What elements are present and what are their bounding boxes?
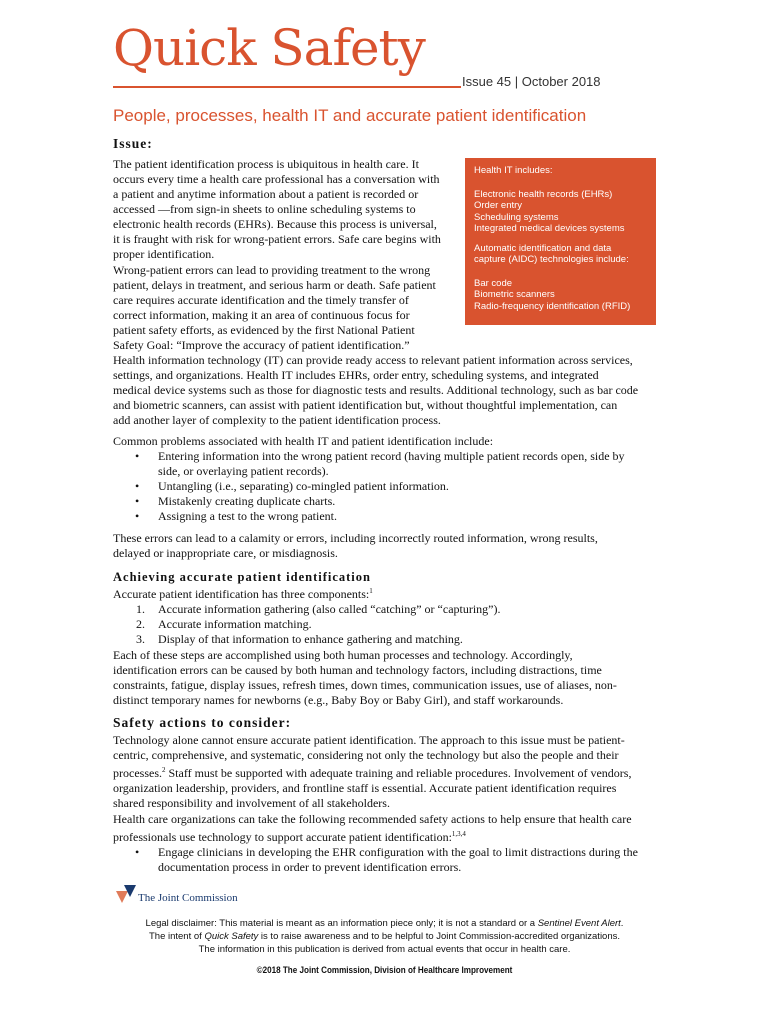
list-item: 3. Display of that information to enhance gathering and matching. bbox=[136, 632, 463, 646]
issue-date: Issue 45 | October 2018 bbox=[462, 74, 601, 89]
list-item: 2. Accurate information matching. bbox=[136, 617, 312, 631]
joint-commission-logo bbox=[116, 883, 138, 910]
list-item: • Mistakenly creating duplicate charts. bbox=[158, 494, 663, 509]
logo-text: The Joint Commission bbox=[138, 892, 238, 904]
sidebar-item: Order entry bbox=[474, 200, 523, 211]
sidebar-heading-health-it: Health IT includes: bbox=[474, 165, 553, 176]
sidebar-item: Scheduling systems bbox=[474, 211, 559, 223]
masthead-rule bbox=[113, 86, 461, 88]
issue-paragraph-1: The patient identification process is ubiquitous in health care. It occurs every time a health care professional has a conversation with a patient and anytime information about a patient is recorded or accessed —from sign-in sheets to online scheduling systems to electronic health records (EHRs). Because this process is universal, it is fraught with risk for wrong-patient errors. Safe care begins with proper identification. bbox=[113, 157, 441, 261]
health-it-paragraph: Health information technology (IT) can provide ready access to relevant patient information across services, settings, and organizations. Health IT includes EHRs, order entry, scheduling systems, and integrated medical device systems such as those for diagnostic tests and results. Additional technology, such as bar code and biometric scanners, can assist with patient identification but, without thoughtful implementation, can add another layer of complexity to the patient identification process. bbox=[113, 353, 639, 427]
list-item: • Engage clinicians in developing the EHR configuration with the goal to limit distractions during the documentation process in order to prevent identification errors. bbox=[158, 845, 663, 875]
legal-disclaimer: Legal disclaimer: This material is meant as an information piece only; it is not a standard or a Sentinel Event Alert. The intent of Quick Safety is to raise awareness and to be helpful to Joint Commission-accredited organizations. The information in this publication is derived from actual events that occur in health care. bbox=[145, 918, 624, 955]
sidebar-item: Integrated medical devices systems bbox=[474, 223, 625, 234]
sidebar-box bbox=[465, 158, 656, 325]
sidebar-item: Biometric scanners bbox=[474, 289, 555, 300]
achieving-paragraph: Each of these steps are accomplished using both human processes and technology. Accordingly, identification errors can be caused by both human and technology factors, including distractions, time constraints, fatigue, display issues, refresh times, down times, communication issues, use of aliases, non- distinct temporary names for newborns (e.g., Baby Boy or Baby Girl), and staff workarounds. bbox=[113, 648, 617, 707]
sidebar-item: Radio-frequency identification (RFID) bbox=[474, 300, 631, 312]
actions-paragraph-2: Health care organizations can take the following recommended safety actions to help ensure that health care professionals use technology to support accurate patient identification:$^{1,3,4}$ • Engage clinicians in developing the EHR configuration with the goal to limit distractions during the documentation process in order to prevent identification errors. bbox=[113, 812, 663, 875]
sidebar-item: Bar code bbox=[474, 277, 513, 289]
actions-heading: Safety actions to consider: bbox=[113, 715, 292, 730]
calamity-paragraph: These errors can lead to a calamity or errors, including incorrectly routed information, wrong results, delayed or inappropriate care, or misdiagnosis. bbox=[113, 531, 598, 560]
problems-section bbox=[113, 434, 663, 524]
achieving-heading: Achieving accurate patient identification bbox=[113, 570, 371, 584]
issue-paragraph-2: Wrong-patient errors can lead to providing treatment to the wrong patient, delays in treatment, and serious harm or death. Safe patient care requires accurate identification and the timely transfer of correct information, making it an area of continuous focus for patient safety efforts, as evidenced by the first National Patient Safety Goal: “Improve the accuracy of patient identification.” bbox=[113, 263, 436, 352]
headline: People, processes, health IT and accurate patient identification bbox=[113, 106, 587, 125]
list-item: • Entering information into the wrong patient record (having multiple patient records open, side by side, or overlaying patient records). bbox=[158, 449, 663, 479]
problems-intro: Common problems associated with health IT and patient identification include: bbox=[113, 434, 494, 448]
issue-heading: Issue: bbox=[113, 136, 153, 151]
copyright: ©2018 The Joint Commission, Division of Healthcare Improvement bbox=[256, 965, 513, 975]
list-item: • Assigning a test to the wrong patient. bbox=[158, 509, 663, 524]
masthead-title: Quick Safety bbox=[113, 19, 425, 77]
list-item: • Untangling (i.e., separating) co-mingled patient information. bbox=[158, 479, 663, 494]
actions-paragraph-1: Technology alone cannot ensure accurate patient identification. The approach to this issue must be patient- centric, comprehensive, and systematic, considering not only the technology but also the people and their processes.$^2$ Staff must be supported with adequate training and reliable procedures. Involvement of vendors, organization leadership, providers, and frontline staff is essential. Accurate patient identification requires shared responsibility and involvement of all stakeholders. bbox=[113, 733, 632, 810]
sidebar-heading-aidc: Automatic identification and data capture (AIDC) technologies include: bbox=[474, 242, 629, 265]
achieving-section bbox=[113, 584, 663, 647]
achieving-intro: Accurate patient identification has three components:$^1$ bbox=[113, 587, 373, 601]
list-item: 1. Accurate information gathering (also called “catching” or “capturing”). bbox=[136, 602, 501, 616]
joint-commission-mark-icon bbox=[116, 883, 138, 905]
sidebar-item: Electronic health records (EHRs) bbox=[474, 188, 613, 200]
